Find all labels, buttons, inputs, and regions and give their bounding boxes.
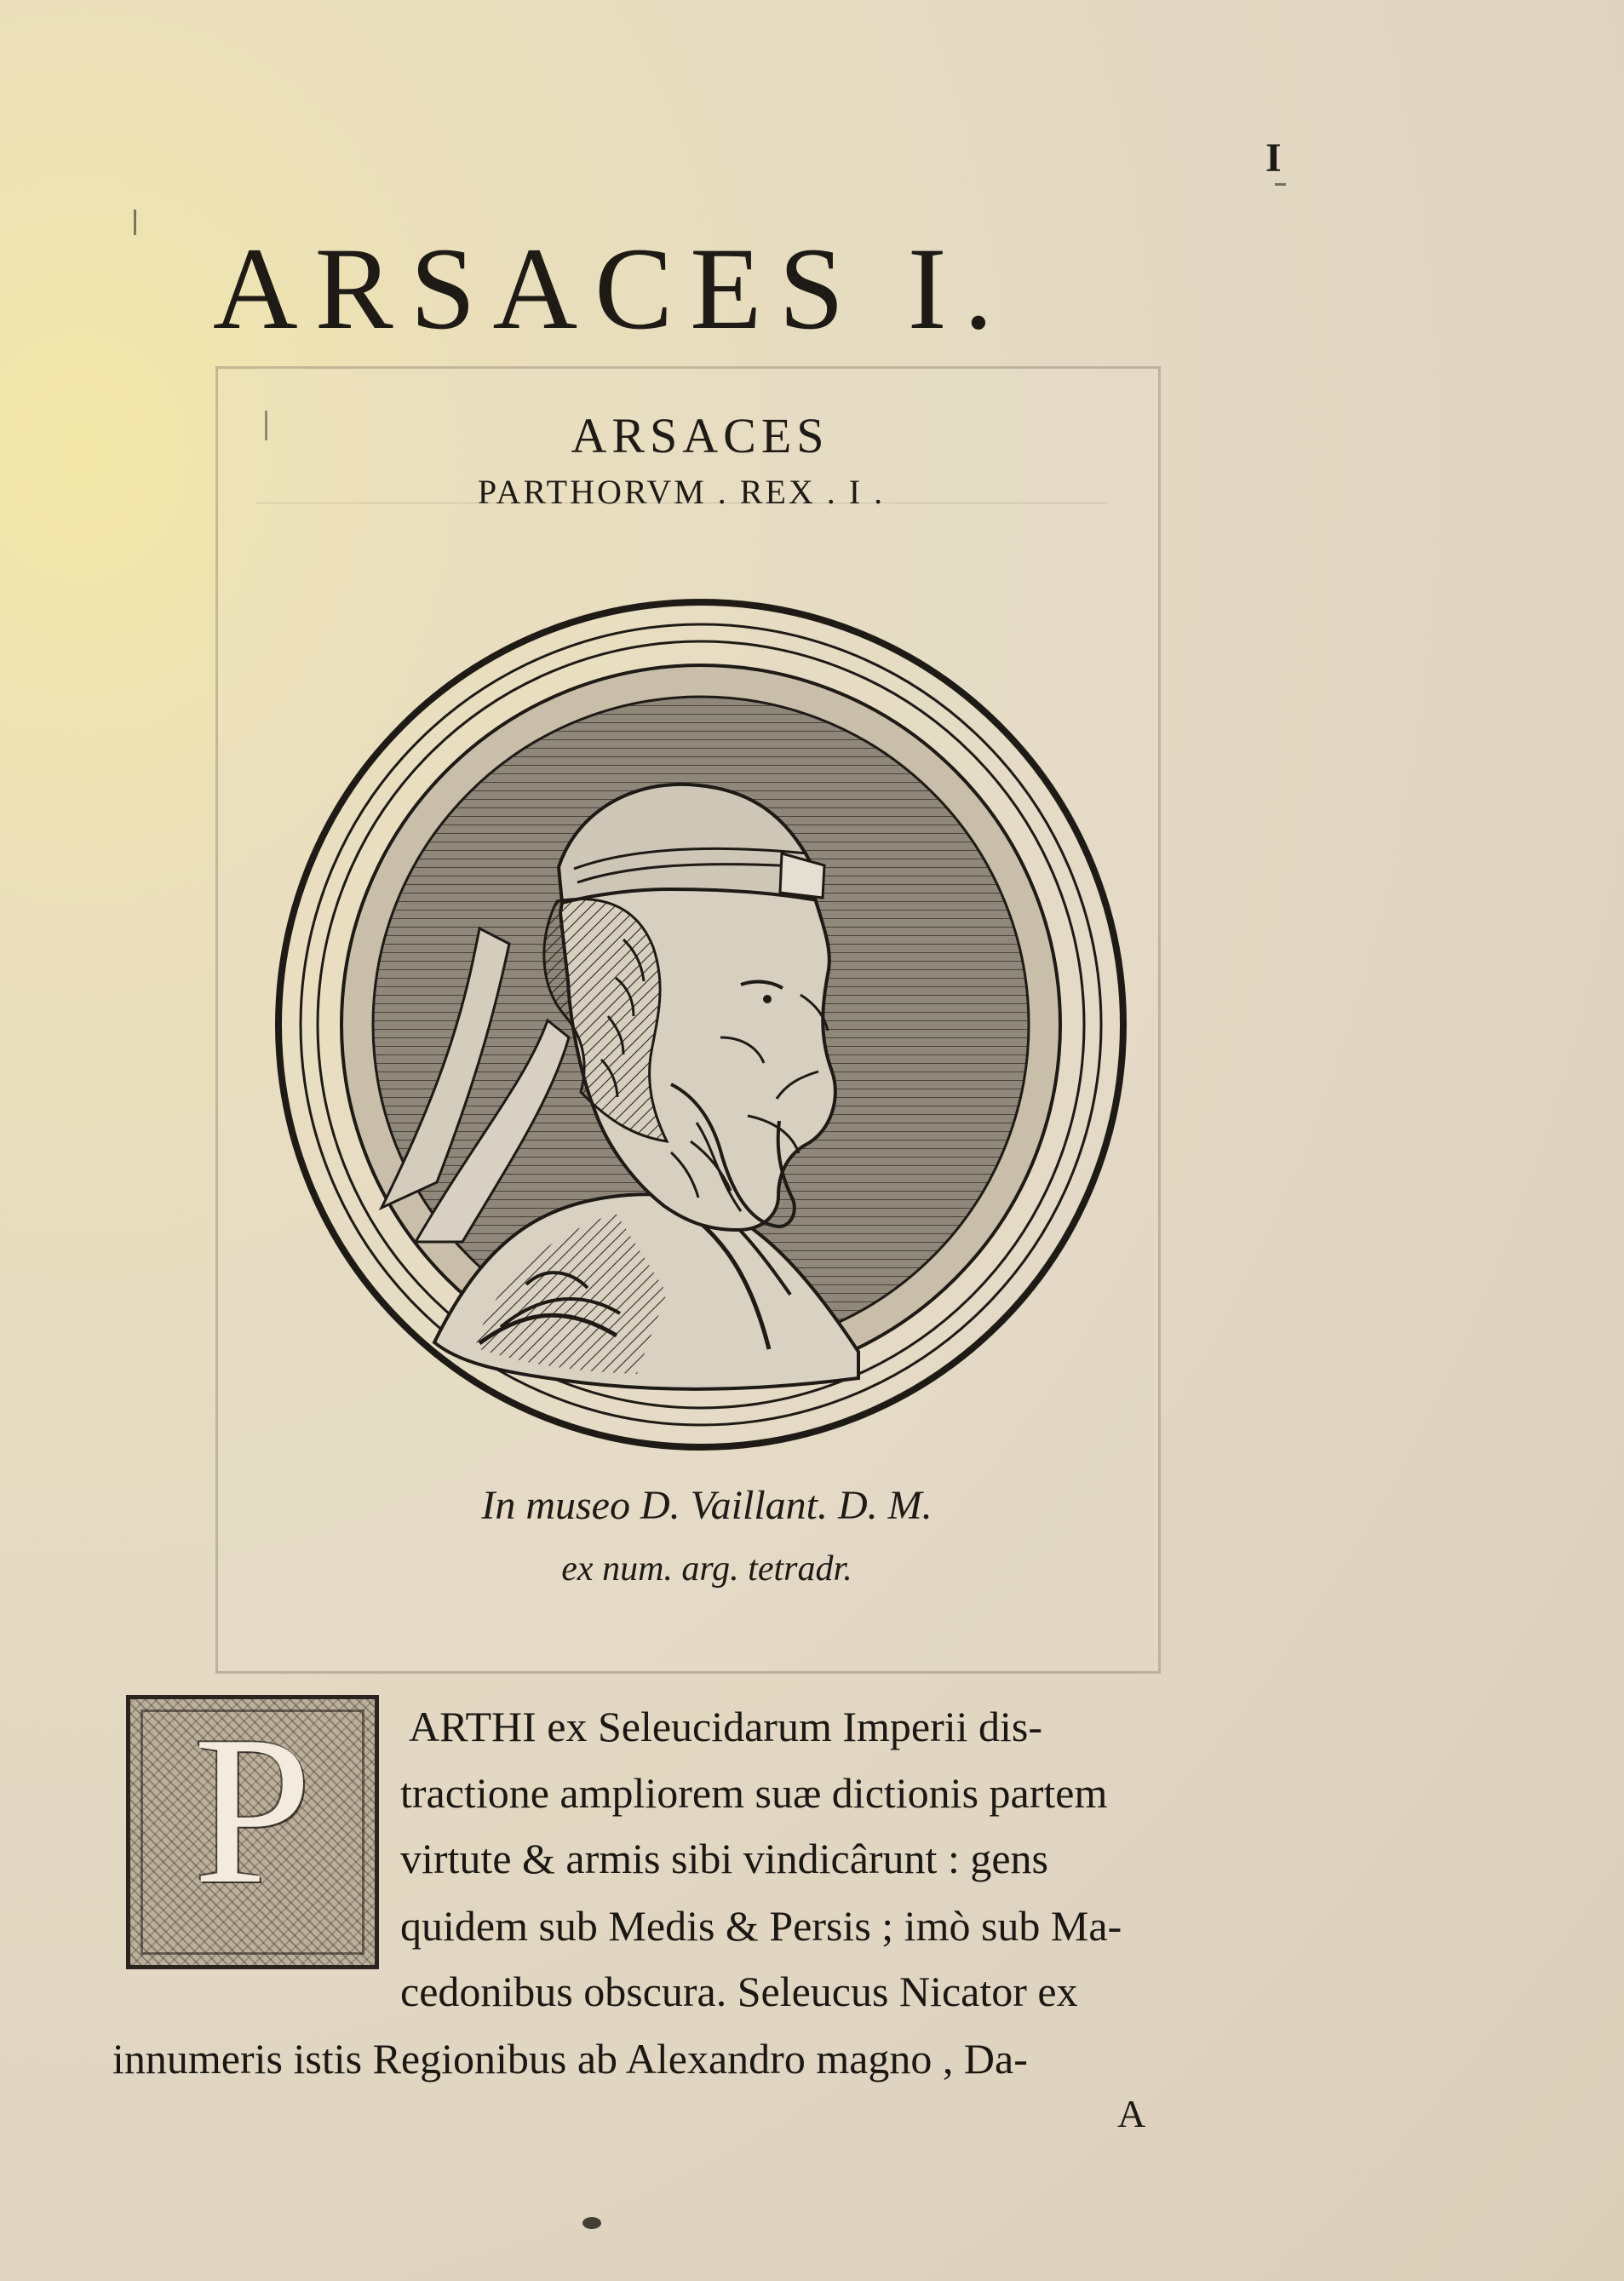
body-line-4: quidem sub Medis & Persis ; imò sub Ma- (400, 1902, 1122, 1950)
page-number: I (1265, 135, 1283, 181)
body-line-6: innumeris istis Regionibus ab Alexandro magno , Da- (112, 2035, 1028, 2083)
page-title: ARSACES I. (213, 223, 1011, 353)
body-line-5: cedonibus obscura. Seleucus Nicator ex (400, 1968, 1078, 2015)
plate-caption-title: PARTHORVM . REX . I . (477, 473, 886, 511)
page-number-mark (1275, 183, 1286, 186)
margin-mark (134, 210, 136, 235)
plate-caption-name: ARSACES (571, 408, 829, 463)
body-line-1: ARTHI ex Seleucidarum Imperii dis- (409, 1703, 1043, 1750)
portrait-medallion (271, 595, 1131, 1455)
initial-letter: P (192, 1695, 313, 1928)
body-line-2: tractione ampliorem suæ dictionis partem (400, 1769, 1108, 1817)
coin-note: ex num. arg. tetradr. (561, 1549, 852, 1589)
signature-mark: A (1117, 2092, 1146, 2135)
page-dot (582, 2217, 601, 2229)
eye-icon (763, 995, 772, 1003)
body-line-3: virtute & armis sibi vindicârunt : gens (400, 1835, 1048, 1882)
museum-note: In museo D. Vaillant. D. M. (481, 1483, 933, 1528)
decorated-initial (126, 1695, 379, 1969)
